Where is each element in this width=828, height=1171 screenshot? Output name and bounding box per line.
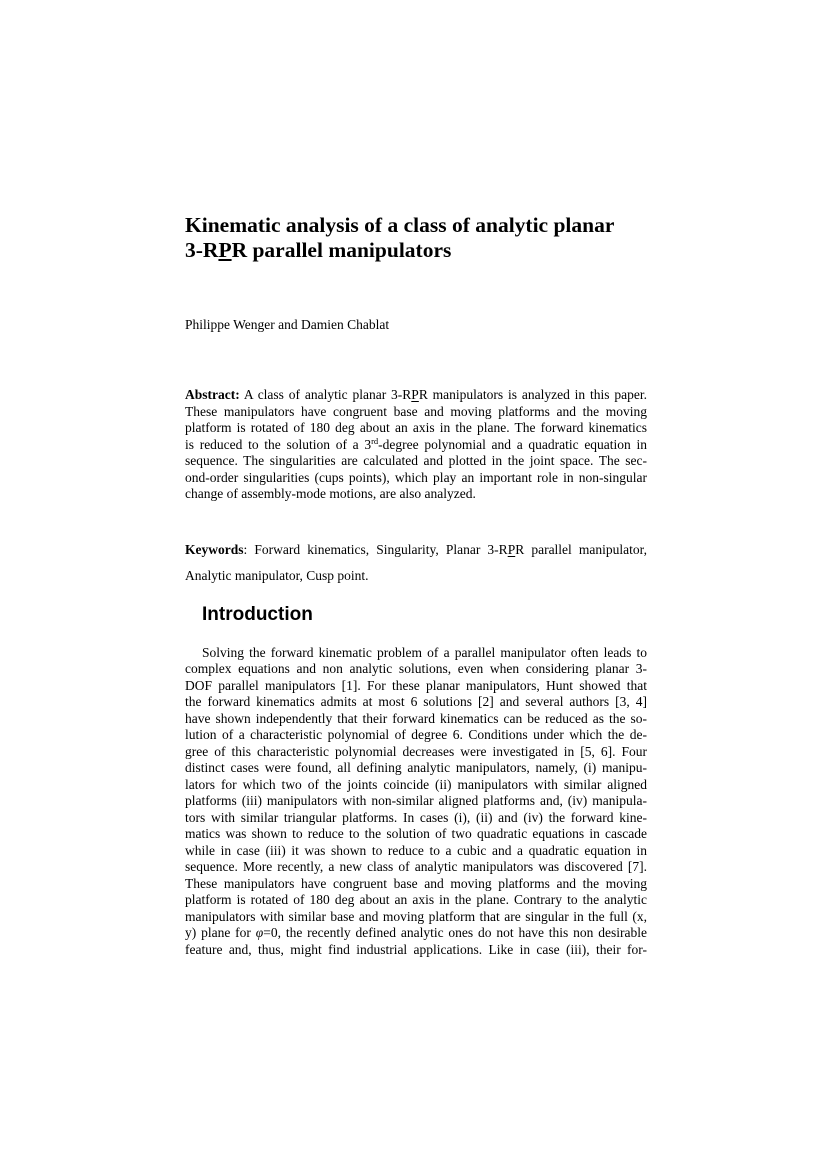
abstract-line: These manipulators have congruent base and moving platforms and the moving [185, 403, 647, 419]
intro-line: lution of a characteristic polynomial of degree 6. Conditions under which the de- [185, 727, 647, 742]
abstract-line: ond-order singularities (cups points), which play an important role in non-singular [185, 469, 647, 485]
intro-line: tors with similar triangular platforms. In cases (i), (ii) and (iv) the forward kine- [185, 809, 647, 825]
abstract-text: A class of analytic planar 3-R [239, 387, 412, 402]
keywords-line: Analytic manipulator, Cusp point. [185, 568, 369, 583]
intro-line: sequence. More recently, a new class of analytic manipulators was discovered [7]. [185, 859, 647, 874]
keywords-underlined-p: P [507, 541, 516, 557]
abstract-line: platform is rotated of 180 deg about an axis in the plane. The forward kinematics [185, 420, 647, 435]
superscript-rd: rd [371, 435, 379, 446]
section-heading-introduction: Introduction [202, 603, 313, 625]
intro-text: =0, the recently defined analytic ones do not have this non desirable [263, 925, 647, 940]
keywords-line [185, 542, 647, 559]
intro-line: Solving the forward kinematic problem of a parallel manipulator often leads to [202, 644, 647, 660]
keywords-label: Keywords [185, 541, 244, 557]
title-line-1: Kinematic analysis of a class of analytic planar [185, 213, 615, 237]
abstract-label: Abstract: [185, 387, 240, 402]
intro-line: These manipulators have congruent base and moving platforms and the moving [185, 875, 647, 891]
intro-line [185, 925, 647, 942]
abstract-line [185, 437, 647, 454]
intro-line: while in case (iii) it was shown to reduce to a cubic and a quadratic equation in [185, 842, 647, 858]
intro-line: feature and, thus, might find industrial applications. Like in case (iii), their for- [185, 941, 647, 957]
page-content [185, 213, 647, 958]
title-underlined-p: P [218, 238, 232, 262]
abstract-line [185, 387, 647, 404]
intro-line: platform is rotated of 180 deg about an axis in the plane. Contrary to the analytic [185, 892, 647, 907]
title-text: 3-R [185, 238, 219, 262]
intro-line: manipulators with similar base and moving platform that are singular in the full (x, [185, 908, 647, 924]
title-line-2 [185, 238, 647, 263]
intro-text: y) plane for [185, 925, 256, 940]
intro-line: have shown independently that their forward kinematics can be reduced as the so- [185, 710, 647, 726]
intro-line: lators for which two of the joints coincide (ii) manipulators with similar aligned [185, 776, 647, 792]
abstract-line: sequence. The singularities are calculated and plotted in the joint space. The sec- [185, 453, 647, 468]
abstract-text: is reduced to the solution of a 3 [185, 436, 372, 452]
abstract-text: -degree polynomial and a quadratic equation in [378, 436, 647, 452]
abstract-text: R manipulators is analyzed in this paper. [418, 387, 647, 402]
paper-title [185, 213, 647, 263]
keywords [185, 542, 647, 585]
phi-symbol: φ [255, 925, 264, 940]
intro-line: gree of this characteristic polynomial decreases were investigated in [5, 6]. Four [185, 743, 647, 759]
authors: Philippe Wenger and Damien Chablat [185, 317, 390, 332]
intro-line: matics was shown to reduce to the solution of two quadratic equations in cascade [185, 826, 647, 841]
intro-line: platforms (iii) manipulators with non-similar aligned platforms and, (iv) manipula- [185, 793, 647, 808]
keywords-text: : Forward kinematics, Singularity, Planar 3-R [243, 541, 508, 557]
introduction-body [185, 645, 647, 959]
intro-line: distinct cases were found, all defining analytic manipulators, namely, (i) manipu- [185, 760, 647, 775]
intro-line: complex equations and non analytic solutions, even when considering planar 3- [185, 661, 647, 676]
keywords-text: R parallel manipulator, [515, 541, 647, 557]
abstract-line: change of assembly-mode motions, are also analyzed. [185, 486, 476, 501]
abstract [185, 387, 647, 503]
title-text: R parallel manipulators [231, 238, 452, 262]
intro-line: the forward kinematics admits at most 6 solutions [2] and several authors [3, 4] [185, 694, 647, 709]
intro-line: DOF parallel manipulators [1]. For these planar manipulators, Hunt showed that [185, 677, 647, 693]
abstract-underlined-p: P [411, 387, 419, 402]
